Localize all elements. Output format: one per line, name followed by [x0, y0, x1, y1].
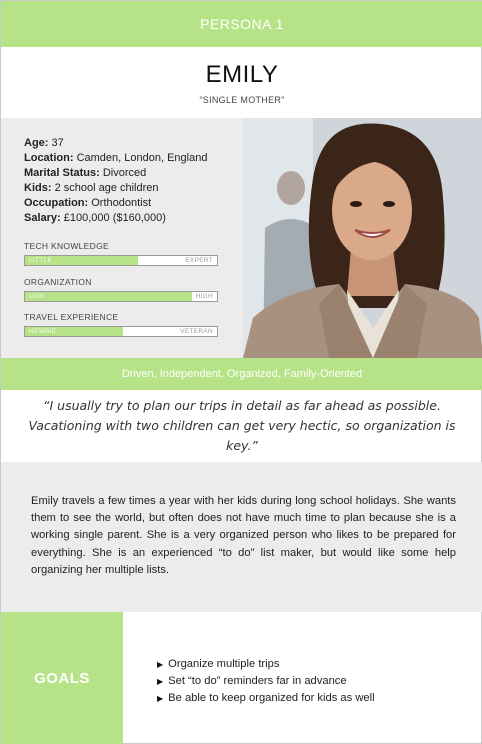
traits-text: Driven, Independent, Organized, Family-Oriented: [121, 368, 363, 380]
persona-subtitle: “SINGLE MOTHER”: [199, 95, 285, 105]
meter-high-label: HIGH: [195, 293, 213, 300]
persona-quote: “I usually try to plan our trips in detail as far ahead as possible. Vacationing with two children can get very hectic, so organization is key.”: [28, 398, 456, 453]
meter-low-label: NEWBIE: [29, 328, 57, 335]
meter-low-label: LOW: [29, 293, 45, 300]
bio-text: Emily travels a few times a year with her kids during long school holidays. She wants them to see the world, but often does not have much time to plan because she is a working single parent. She is a very organized person who likes to be prepared for everything. She is an experienced “to do” list maker, but would like some help organizing her multiple lists.: [31, 495, 456, 576]
fact-value: 37: [51, 137, 64, 149]
travel-experience-meter: [24, 312, 218, 337]
fact-value: 2 school age children: [54, 182, 159, 194]
info-panel: [1, 118, 243, 358]
fact-value: Camden, London, England: [76, 152, 208, 164]
traits-bar: [1, 358, 482, 390]
fact-label: Location:: [24, 152, 74, 164]
fact-salary: [24, 211, 207, 226]
bullet-icon: ▶: [157, 694, 164, 703]
goals-list: [157, 656, 375, 707]
meter-fill: [25, 292, 192, 301]
facts-list: [24, 136, 207, 226]
fact-label: Kids:: [24, 182, 52, 194]
meter-label: TECH KNOWLEDGE: [24, 241, 109, 251]
bio-section: [1, 462, 482, 612]
bullet-icon: ▶: [157, 677, 164, 686]
fact-label: Age:: [24, 137, 49, 149]
tech-knowledge-meter: [24, 241, 218, 266]
meter-high-label: VETERAN: [180, 328, 213, 335]
meter-high-label: EXPERT: [185, 257, 213, 264]
meter-label: TRAVEL EXPERIENCE: [24, 312, 119, 322]
goal-text: Organize multiple trips: [168, 658, 280, 670]
goal-item: [157, 673, 375, 690]
goals-label-block: [1, 612, 123, 744]
fact-value: £100,000 ($160,000): [63, 212, 166, 224]
name-block: [1, 47, 482, 118]
quote-section: [1, 390, 482, 462]
bullet-icon: ▶: [157, 660, 164, 669]
fact-marital-status: [24, 166, 207, 181]
fact-label: Marital Status:: [24, 167, 100, 179]
portrait-illustration: [243, 118, 482, 358]
persona-name: EMILY: [205, 61, 279, 88]
fact-value: Orthodontist: [91, 197, 152, 209]
meter-track: [24, 255, 218, 266]
persona-photo: [243, 118, 482, 358]
fact-location: [24, 151, 207, 166]
goal-text: Be able to keep organized for kids as well: [168, 692, 375, 704]
goal-item: [157, 690, 375, 707]
organization-meter: [24, 277, 218, 302]
fact-age: [24, 136, 207, 151]
goal-item: [157, 656, 375, 673]
goal-text: Set “to do” reminders far in advance: [168, 675, 347, 687]
persona-header-bar: [1, 1, 482, 47]
fact-kids: [24, 181, 207, 196]
meter-low-label: LITTLE: [29, 257, 53, 264]
meter-label: ORGANIZATION: [24, 277, 92, 287]
fact-occupation: [24, 196, 207, 211]
meter-track: [24, 326, 218, 337]
goals-heading: GOALS: [34, 670, 90, 687]
fact-label: Salary:: [24, 212, 61, 224]
meter-track: [24, 291, 218, 302]
persona-number: PERSONA 1: [200, 16, 284, 32]
fact-label: Occupation:: [24, 197, 89, 209]
fact-value: Divorced: [102, 167, 147, 179]
